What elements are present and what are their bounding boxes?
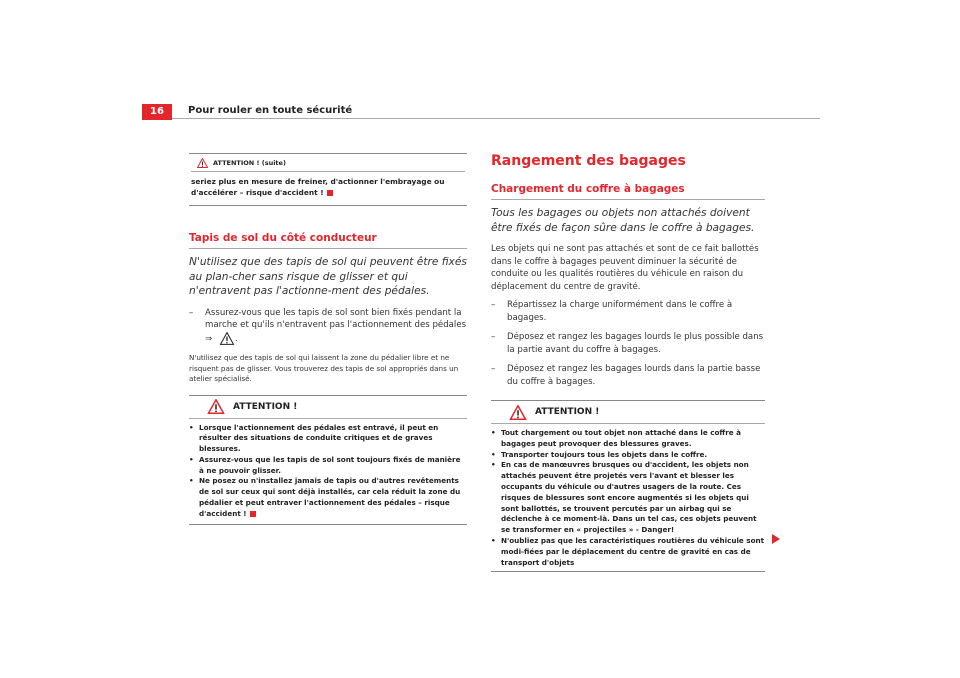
list-item: • Tout chargement ou tout objet non attaché dans le coffre à bagages peut provoquer des blessures graves. — [491, 428, 742, 448]
cross-reference-arrow[interactable]: ⇒ — [205, 333, 213, 344]
steps-luggage — [491, 299, 765, 388]
continued-warning-text: seriez plus en mesure de freiner, d'actionner l'embrayage ou d'accélérer – risque d'accident ! — [191, 177, 445, 197]
header-rule — [172, 118, 820, 119]
warning-icon — [197, 158, 208, 168]
end-of-section-mark — [327, 190, 333, 196]
list-item: • Ne posez ou n'installez jamais de tapis ou d'autres revêtements de sol sur ceux qui sont déjà installés, car cela réduit la zone du pédalier et peut entraver l'actionnement des pédales – risque d'accident ! — [189, 476, 461, 518]
end-of-section-mark — [250, 511, 256, 517]
continued-warning-label: ATTENTION ! (suite) — [213, 159, 286, 167]
warning-icon — [207, 399, 225, 414]
attention-box-luggage — [491, 400, 765, 572]
attention-title: ATTENTION ! — [535, 407, 600, 417]
paragraph-luggage: Les objets qui ne sont pas attachés et sont de ce fait ballottés dans le coffre à bagages peuvent diminuer la sécurité de conduite ou les qualités routières du véhicule en raison du déplacement du centre de gravité. — [491, 244, 759, 292]
page-number: 16 — [142, 104, 172, 120]
list-item: • Assurez-vous que les tapis de sol sont toujours fixés de manière à ne pouvoir glisser. — [189, 454, 461, 475]
list-item: • Transporter toujours tous les objets dans le coffre. — [491, 449, 708, 459]
step-text: Assurez-vous que les tapis de sol sont bien fixés pendant la marche et qu'ils n'entravent pas l'actionnement des pédales — [205, 307, 467, 330]
list-item: – Déposez et rangez les bagages lourds le plus possible dans la partie avant du coffre à bagages. — [491, 332, 764, 355]
list-item: • Lorsque l'actionnement des pédales est entravé, il peut en résulter des situations de conduite critiques et de graves blessures. — [189, 422, 439, 454]
chapter-title: Rangement des bagages — [491, 153, 686, 169]
warning-icon — [219, 332, 235, 345]
list-item: – Répartissez la charge uniformément dans le coffre à bagages. — [491, 300, 733, 323]
steps-floor-mats — [189, 307, 467, 346]
section-title-floor-mats: Tapis de sol du côté conducteur — [189, 232, 377, 244]
right-column — [491, 153, 765, 572]
continued-next-page-arrow-icon — [772, 534, 780, 544]
note-floor-mats: N'utilisez que des tapis de sol qui laissent la zone du pédalier libre et ne risquent pas de glisser. Vous trouverez des tapis de sol appropriés dans un atelier spécialisé. — [189, 353, 459, 383]
list-item: – Déposez et rangez les bagages lourds dans la partie basse du coffre à bagages. — [491, 364, 761, 387]
list-item: • En cas de manœuvres brusques ou d'accident, les objets non attachés peuvent être projetés vers l'avant et blesser les occupants du véhicule ou d'autres usagers de la route. Ces risques de blessures sont encore augmentés si les objets qui sont ballottés, se trouvent percutés par un airbag qui se déclenche à ce moment-là. Dans un tel cas, ces objets peuvent se transformer en « projectiles » - Danger! — [491, 460, 757, 535]
continued-warning-box — [189, 153, 467, 206]
attention-box-floor-mats — [189, 395, 467, 525]
list-item: • N'oubliez pas que les caractéristiques routières du véhicule sont modi-fiées par le déplacement du centre de gravité en cas de transport d'objets — [491, 535, 765, 567]
intro-floor-mats: N'utilisez que des tapis de sol qui peuvent être fixés au plan-cher sans risque de glisser et qui n'entravent pas l'actionne-ment des pédales. — [189, 256, 467, 297]
attention-title: ATTENTION ! — [233, 401, 298, 412]
intro-luggage: Tous les bagages ou objets non attachés doivent être fixés de façon sûre dans le coffre à bagages. — [491, 207, 755, 234]
left-column — [189, 153, 467, 525]
list-item: – Assurez-vous que les tapis de sol sont bien fixés pendant la marche et qu'ils n'entravent pas l'actionnement des pédales ⇒ . — [189, 307, 467, 344]
running-header-title: Pour rouler en toute sécurité — [188, 105, 353, 116]
section-title-luggage: Chargement du coffre à bagages — [491, 183, 685, 195]
warning-icon — [509, 405, 527, 420]
